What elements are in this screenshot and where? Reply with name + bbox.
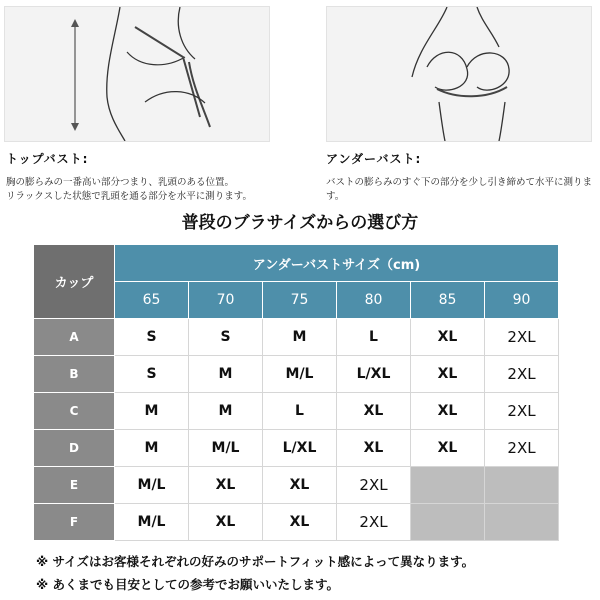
size-cell: S — [115, 356, 189, 393]
note-fit: ※ サイズはお客様それぞれの好みのサポートフィット感によって異なります。 — [36, 554, 475, 569]
top-bust-desc-line2: リラックスした状態で乳頭を通る部分を水平に測ります。 — [6, 191, 252, 202]
size-cell: L/XL — [337, 356, 411, 393]
under-bust-header: アンダーバストサイズ（cm) — [115, 245, 559, 282]
size-cell: 2XL — [337, 467, 411, 504]
table-row — [34, 430, 559, 467]
table-row — [34, 319, 559, 356]
size-cell: 2XL — [485, 319, 559, 356]
size-cell: XL — [411, 356, 485, 393]
size-cell: XL — [337, 393, 411, 430]
column-header-85: 85 — [411, 282, 485, 319]
top-bust-desc-line1: 胸の膨らみの一番高い部分つまり、乳頭のある位置。 — [6, 177, 235, 188]
size-cell: XL — [263, 504, 337, 541]
size-cell: S — [115, 319, 189, 356]
size-cell: XL — [411, 393, 485, 430]
size-cell: L — [263, 393, 337, 430]
cup-label: C — [34, 393, 115, 430]
size-cell: 2XL — [485, 430, 559, 467]
size-cell: 2XL — [485, 356, 559, 393]
cup-label: E — [34, 467, 115, 504]
cup-label: B — [34, 356, 115, 393]
size-cell: XL — [411, 430, 485, 467]
table-row — [34, 467, 559, 504]
column-header-70: 70 — [189, 282, 263, 319]
empty-cell — [485, 504, 559, 541]
size-cell: L — [337, 319, 411, 356]
size-cell: M — [189, 393, 263, 430]
size-cell: M — [263, 319, 337, 356]
size-cell: XL — [263, 467, 337, 504]
size-cell: 2XL — [485, 393, 559, 430]
size-cell: 2XL — [337, 504, 411, 541]
cup-label: F — [34, 504, 115, 541]
size-cell: S — [189, 319, 263, 356]
column-header-90: 90 — [485, 282, 559, 319]
size-cell: XL — [189, 504, 263, 541]
size-cell: XL — [189, 467, 263, 504]
size-cell: M/L — [115, 467, 189, 504]
empty-cell — [411, 467, 485, 504]
cup-header: カップ — [34, 245, 115, 319]
top-bust-description — [6, 176, 296, 204]
under-bust-illustration — [326, 6, 592, 142]
empty-cell — [485, 467, 559, 504]
top-bust-title: トップバスト: — [6, 152, 89, 166]
size-cell: L/XL — [263, 430, 337, 467]
under-bust-description: バストの膨らみのすぐ下の部分を少し引き締めて水平に測ります。 — [326, 177, 593, 202]
table-row — [34, 504, 559, 541]
size-cell: M — [115, 430, 189, 467]
top-bust-illustration — [4, 6, 270, 142]
note-reference: ※ あくまでも目安としての参考でお願いいたします。 — [36, 577, 340, 592]
chart-title: 普段のブラサイズからの選び方 — [181, 213, 419, 233]
cup-label: D — [34, 430, 115, 467]
under-bust-title: アンダーバスト: — [326, 152, 422, 166]
empty-cell — [411, 504, 485, 541]
table-row — [34, 356, 559, 393]
column-header-65: 65 — [115, 282, 189, 319]
column-header-80: 80 — [337, 282, 411, 319]
table-body — [34, 319, 559, 541]
size-cell: M — [189, 356, 263, 393]
column-header-75: 75 — [263, 282, 337, 319]
size-cell: M/L — [189, 430, 263, 467]
cup-label: A — [34, 319, 115, 356]
size-table — [33, 244, 559, 541]
size-cell: XL — [337, 430, 411, 467]
table-row — [34, 393, 559, 430]
size-cell: M/L — [115, 504, 189, 541]
size-cell: M — [115, 393, 189, 430]
size-cell: XL — [411, 319, 485, 356]
size-cell: M/L — [263, 356, 337, 393]
